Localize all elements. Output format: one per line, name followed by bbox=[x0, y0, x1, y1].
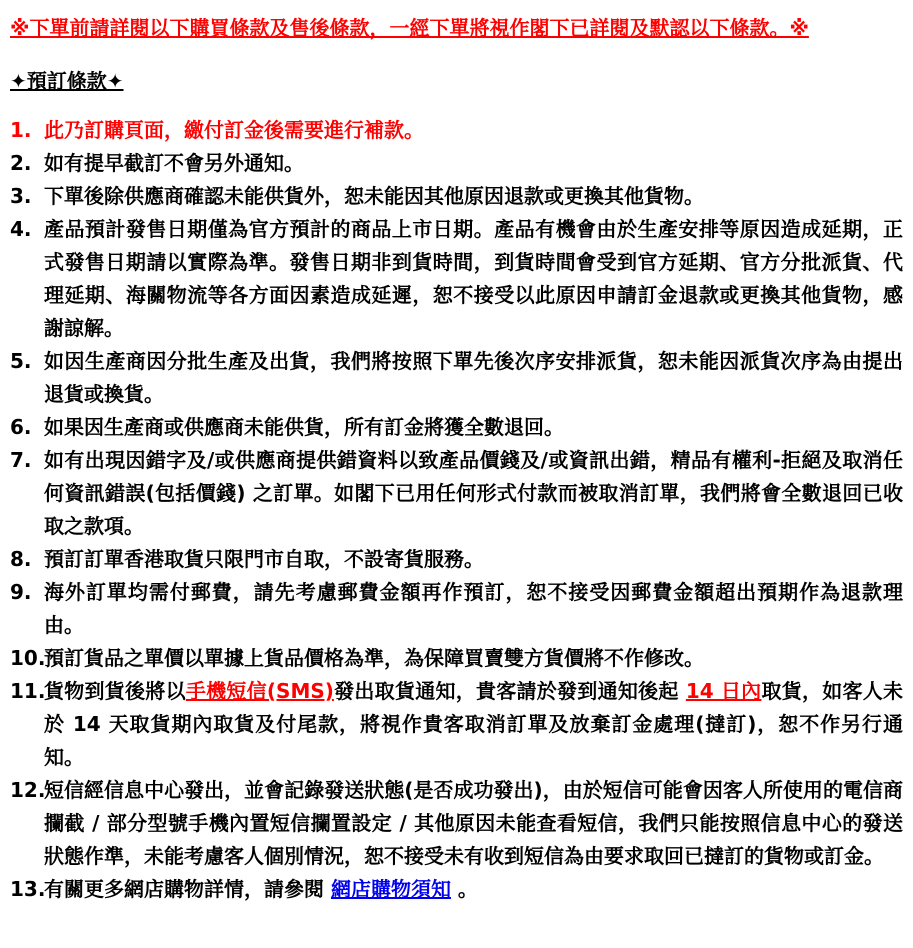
term-text-segment: 。 bbox=[450, 877, 478, 901]
term-item-10 bbox=[10, 642, 903, 675]
term-text bbox=[44, 774, 903, 873]
term-number: 2. bbox=[10, 151, 32, 175]
shop-notice-link[interactable]: 網店購物須知 bbox=[330, 877, 451, 901]
term-text bbox=[44, 642, 903, 675]
term-number: 7. bbox=[10, 448, 32, 472]
term-text bbox=[44, 114, 903, 147]
term-number: 3. bbox=[10, 184, 32, 208]
term-item-2 bbox=[10, 147, 903, 180]
term-number: 5. bbox=[10, 349, 32, 373]
term-text bbox=[44, 576, 903, 642]
term-text bbox=[44, 345, 903, 411]
terms-notice-title: ※下單前請詳閱以下購買條款及售後條款，一經下單將視作閣下已詳閱及默認以下條款。※ bbox=[10, 16, 809, 40]
term-item-13 bbox=[10, 873, 903, 906]
term-number: 13. bbox=[10, 877, 46, 901]
term-item-11 bbox=[10, 675, 903, 774]
term-text-segment: 預訂貨品之單價以單據上貨品價格為準，為保障買賣雙方貨價將不作修改。 bbox=[44, 646, 704, 670]
term-text-segment: 預訂訂單香港取貨只限門市自取，不設寄貨服務。 bbox=[44, 547, 484, 571]
term-text bbox=[44, 444, 903, 543]
highlighted-term-text: 14 日內 bbox=[685, 679, 762, 703]
term-item-1 bbox=[10, 114, 903, 147]
term-text-segment: 如果因生產商或供應商未能供貨，所有訂金將獲全數退回。 bbox=[44, 415, 564, 439]
term-number: 10. bbox=[10, 646, 46, 670]
term-number: 4. bbox=[10, 217, 32, 241]
term-text-segment: 下單後除供應商確認未能供貨外，恕未能因其他原因退款或更換其他貨物。 bbox=[44, 184, 704, 208]
term-number: 8. bbox=[10, 547, 32, 571]
term-text-segment: 此乃訂購頁面，繳付訂金後需要進行補款。 bbox=[44, 118, 424, 142]
term-item-3 bbox=[10, 180, 903, 213]
term-item-5 bbox=[10, 345, 903, 411]
term-text-segment: 有關更多網店購物詳情，請參閱 bbox=[44, 877, 331, 901]
term-item-4 bbox=[10, 213, 903, 345]
term-text bbox=[44, 213, 903, 345]
term-text-segment: 短信經信息中心發出，並會記錄發送狀態(是否成功發出)，由於短信可能會因客人所使用的電信商攔截 / 部分型號手機內置短信攔置設定 / 其他原因未能查看短信，我們只能按照信息中心的發送狀態作準，未能考慮客人個別情況，恕不接受未有收到短信為由要求取回已撻訂的貨物或訂金。 bbox=[44, 778, 903, 868]
term-item-6 bbox=[10, 411, 903, 444]
term-item-8 bbox=[10, 543, 903, 576]
term-text bbox=[44, 180, 903, 213]
term-number: 6. bbox=[10, 415, 32, 439]
term-item-7 bbox=[10, 444, 903, 543]
term-number: 11. bbox=[10, 679, 46, 703]
term-text bbox=[44, 147, 903, 180]
term-text-segment: 如有出現因錯字及/或供應商提供錯資料以致產品價錢及/或資訊出錯，精品有權利-拒絕及取消任何資訊錯誤(包括價錢) 之訂單。如閣下已用任何形式付款而被取消訂單，我們將會全數退回已收取之款項。 bbox=[44, 448, 903, 538]
term-text bbox=[44, 411, 903, 444]
highlighted-term-text: 手機短信(SMS) bbox=[185, 679, 334, 703]
term-item-12 bbox=[10, 774, 903, 873]
term-number: 1. bbox=[10, 118, 32, 142]
term-text bbox=[44, 543, 903, 576]
term-text-segment: 如有提早截訂不會另外通知。 bbox=[44, 151, 304, 175]
term-number: 12. bbox=[10, 778, 46, 802]
term-text-segment: 發出取貨通知，貴客請於發到通知後起 bbox=[333, 679, 686, 703]
term-item-9 bbox=[10, 576, 903, 642]
term-text-segment: 海外訂單均需付郵費，請先考慮郵費金額再作預訂，恕不接受因郵費金額超出預期作為退款理由。 bbox=[44, 580, 903, 637]
term-text bbox=[44, 873, 903, 906]
term-text-segment: 取貨，如客人未於 14 天取貨期內取貨及付尾款，將視作貴客取消訂單及放棄訂金處理(撻訂)，恕不作另行通知。 bbox=[44, 679, 904, 769]
term-text-segment: 產品預計發售日期僅為官方預計的商品上市日期。產品有機會由於生產安排等原因造成延期，正式發售日期請以實際為準。發售日期非到貨時間，到貨時間會受到官方延期、官方分批派貨、代理延期、海關物流等各方面因素造成延遲，恕不接受以此原因申請訂金退款或更換其他貨物，感謝諒解。 bbox=[44, 217, 903, 340]
term-text-segment: 貨物到貨後將以 bbox=[44, 679, 186, 703]
terms-list bbox=[10, 114, 903, 906]
term-number: 9. bbox=[10, 580, 32, 604]
term-text-segment: 如因生產商因分批生產及出貨，我們將按照下單先後次序安排派貨，恕未能因派貨次序為由提出退貨或換貨。 bbox=[44, 349, 903, 406]
section-heading-preorder-terms: ✦預訂條款✦ bbox=[10, 69, 124, 93]
term-text bbox=[44, 675, 903, 774]
